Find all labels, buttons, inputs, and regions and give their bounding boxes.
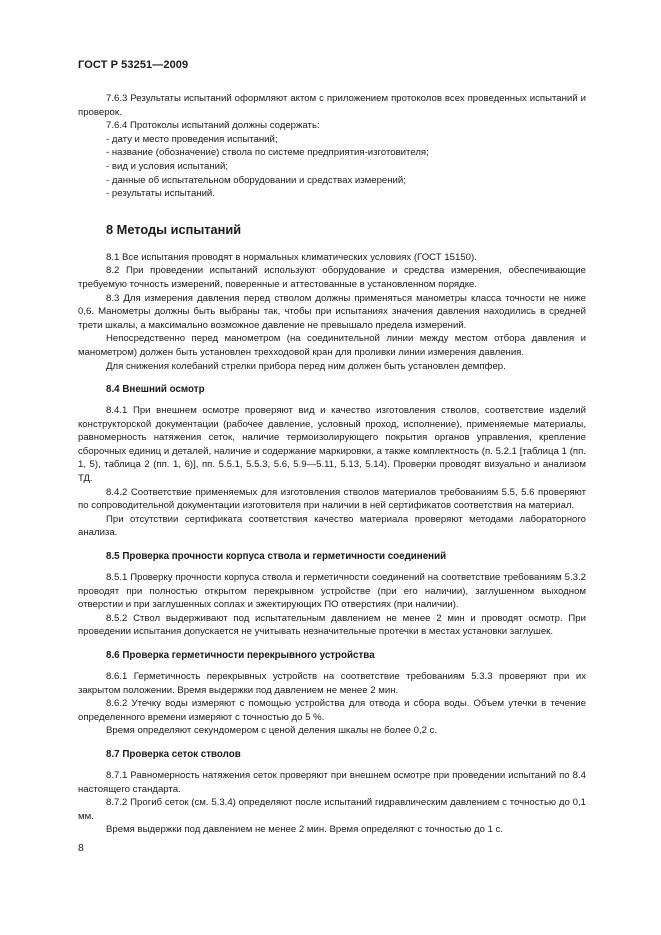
running-header: ГОСТ Р 53251—2009 [78, 59, 189, 71]
section-8-5-heading: 8.5 Проверка прочности корпуса ствола и герметичности соединений [106, 551, 447, 563]
clause-8-4-1: 8.4.1 При внешнем осмотре проверяют вид и качество изготовления стволов, соответствие изделий конструкторской документации (рабочее давление, условный проход, исполнение), применяемые материалы, равномерность натяжения сеток, наличие термоизолирующего покрытия органов управления, крепление сборочных единиц и деталей, наличие и содержание маркировки, а также комплектность (п. 5.2.1 [таблица 1 (пп. 1, 5), таблица 2 (пп. 1, 6)], пп. 5.5.1, 5.5.3, 5.6, 5.9—5.11, 5.13, 5.14). Проверки проводят визуально и анализом ТД. [78, 405, 586, 485]
list-item: - результаты испытаний. [106, 188, 215, 200]
list-item: - вид и условия испытаний; [106, 160, 228, 172]
clause-8-7-2: 8.7.2 Прогиб сеток (см. 5.3.4) определяют после испытаний гидравлическим давлением с точностью до 0,1 мм. [78, 797, 586, 822]
clause-8-7-1: 8.7.1 Равномерность натяжения сеток проверяют при внешнем осмотре при проведении испытаний по 8.4 настоящего стандарта. [78, 769, 586, 795]
clause-8-4-2-cont: При отсутствии сертификата соответствия качество материала проверяют методами лабораторного анализа. [78, 513, 586, 539]
page-body [78, 92, 586, 837]
list-item: - название (обозначение) ствола по системе предприятия-изготовителя; [106, 147, 429, 159]
clause-8-5-2: 8.5.2 Ствол выдерживают под испытательным давлением не менее 2 мин и проводят осмотр. При проведении испытания допускается не учитывать незначительные протечки в местах установки заглушек. [78, 612, 586, 638]
section-8-7-heading: 8.7 Проверка сеток стволов [106, 748, 241, 760]
clause-8-3-cont: Непосредственно перед манометром (на соединительной линии между местом отбора давления и манометром) должен быть установлен трехходовой кран для проливки линии измерения давления. [78, 333, 586, 358]
clause-8-3-cont2: Для снижения колебаний стрелки прибора перед ним должен быть установлен демпфер. [106, 360, 506, 372]
clause-8-6-1: 8.6.1 Герметичность перекрывных устройств на соответствие требованиям 5.3.3 проверяют при их закрытом положении. Время выдержки под давлением не менее 2 мин. [78, 671, 586, 696]
clause-8-3: 8.3 Для измерения давления перед стволом должны применяться манометры класса точности не ниже 0,6. Манометры должны быть выбраны так, чтобы при испытаниях значения давления находились в средней трети шкалы, а максимально возможное давление не превышало предела измерений. [78, 292, 586, 331]
clause-8-5-1: 8.5.1 Проверку прочности корпуса ствола и герметичности соединений на соответствие требованиям 5.3.2 проводят при полностью открытом перекрывном устройстве (при его наличии), заглушенном выходном отверстии и при заглушенных соплах и эжектирующих ПО отверстиях (при наличии). [78, 572, 586, 611]
page-number: 8 [78, 842, 84, 854]
clause-7-6-4: 7.6.4 Протоколы испытаний должны содержать: [106, 120, 320, 132]
clause-8-2: 8.2 При проведении испытаний используют оборудование и средства измерения, обеспечивающие требуемую точность измерений, поверенные и аттестованные в установленном порядке. [78, 265, 586, 290]
clause-7-6-3: 7.6.3 Результаты испытаний оформляют актом с приложением протоколов всех проведенных испытаний и проверок. [78, 93, 586, 118]
clause-8-6-2: 8.6.2 Утечку воды измеряют с помощью устройства для отвода и сбора воды. Объем утечки в течение определенного времени измеряют с точностью до 5 %. [78, 698, 586, 723]
clause-8-7-2-cont: Время выдержки под давлением не менее 2 мин. Время определяют с точностью до 1 с. [106, 824, 504, 836]
section-8-heading: 8 Методы испытаний [106, 221, 242, 237]
clause-8-4-2: 8.4.2 Соответствие применяемых для изготовления стволов материалов требованиям 5.5, 5.6 проверяют по сопроводительной документации изготовителя при наличии в ней сертификатов соответствия на материал. [78, 486, 586, 512]
section-8-6-heading: 8.6 Проверка герметичности перекрывного устройства [106, 650, 375, 661]
clause-8-6-2-cont: Время определяют секундомером с ценой деления шкалы не более 0,2 с. [106, 725, 438, 737]
list-item: - данные об испытательном оборудовании и средствах измерений; [106, 174, 406, 186]
section-8-4-heading: 8.4 Внешний осмотр [106, 384, 205, 396]
list-item: - дату и место проведения испытаний; [106, 133, 278, 145]
clause-8-1: 8.1 Все испытания проводят в нормальных климатических условиях (ГОСТ 15150). [106, 251, 477, 263]
